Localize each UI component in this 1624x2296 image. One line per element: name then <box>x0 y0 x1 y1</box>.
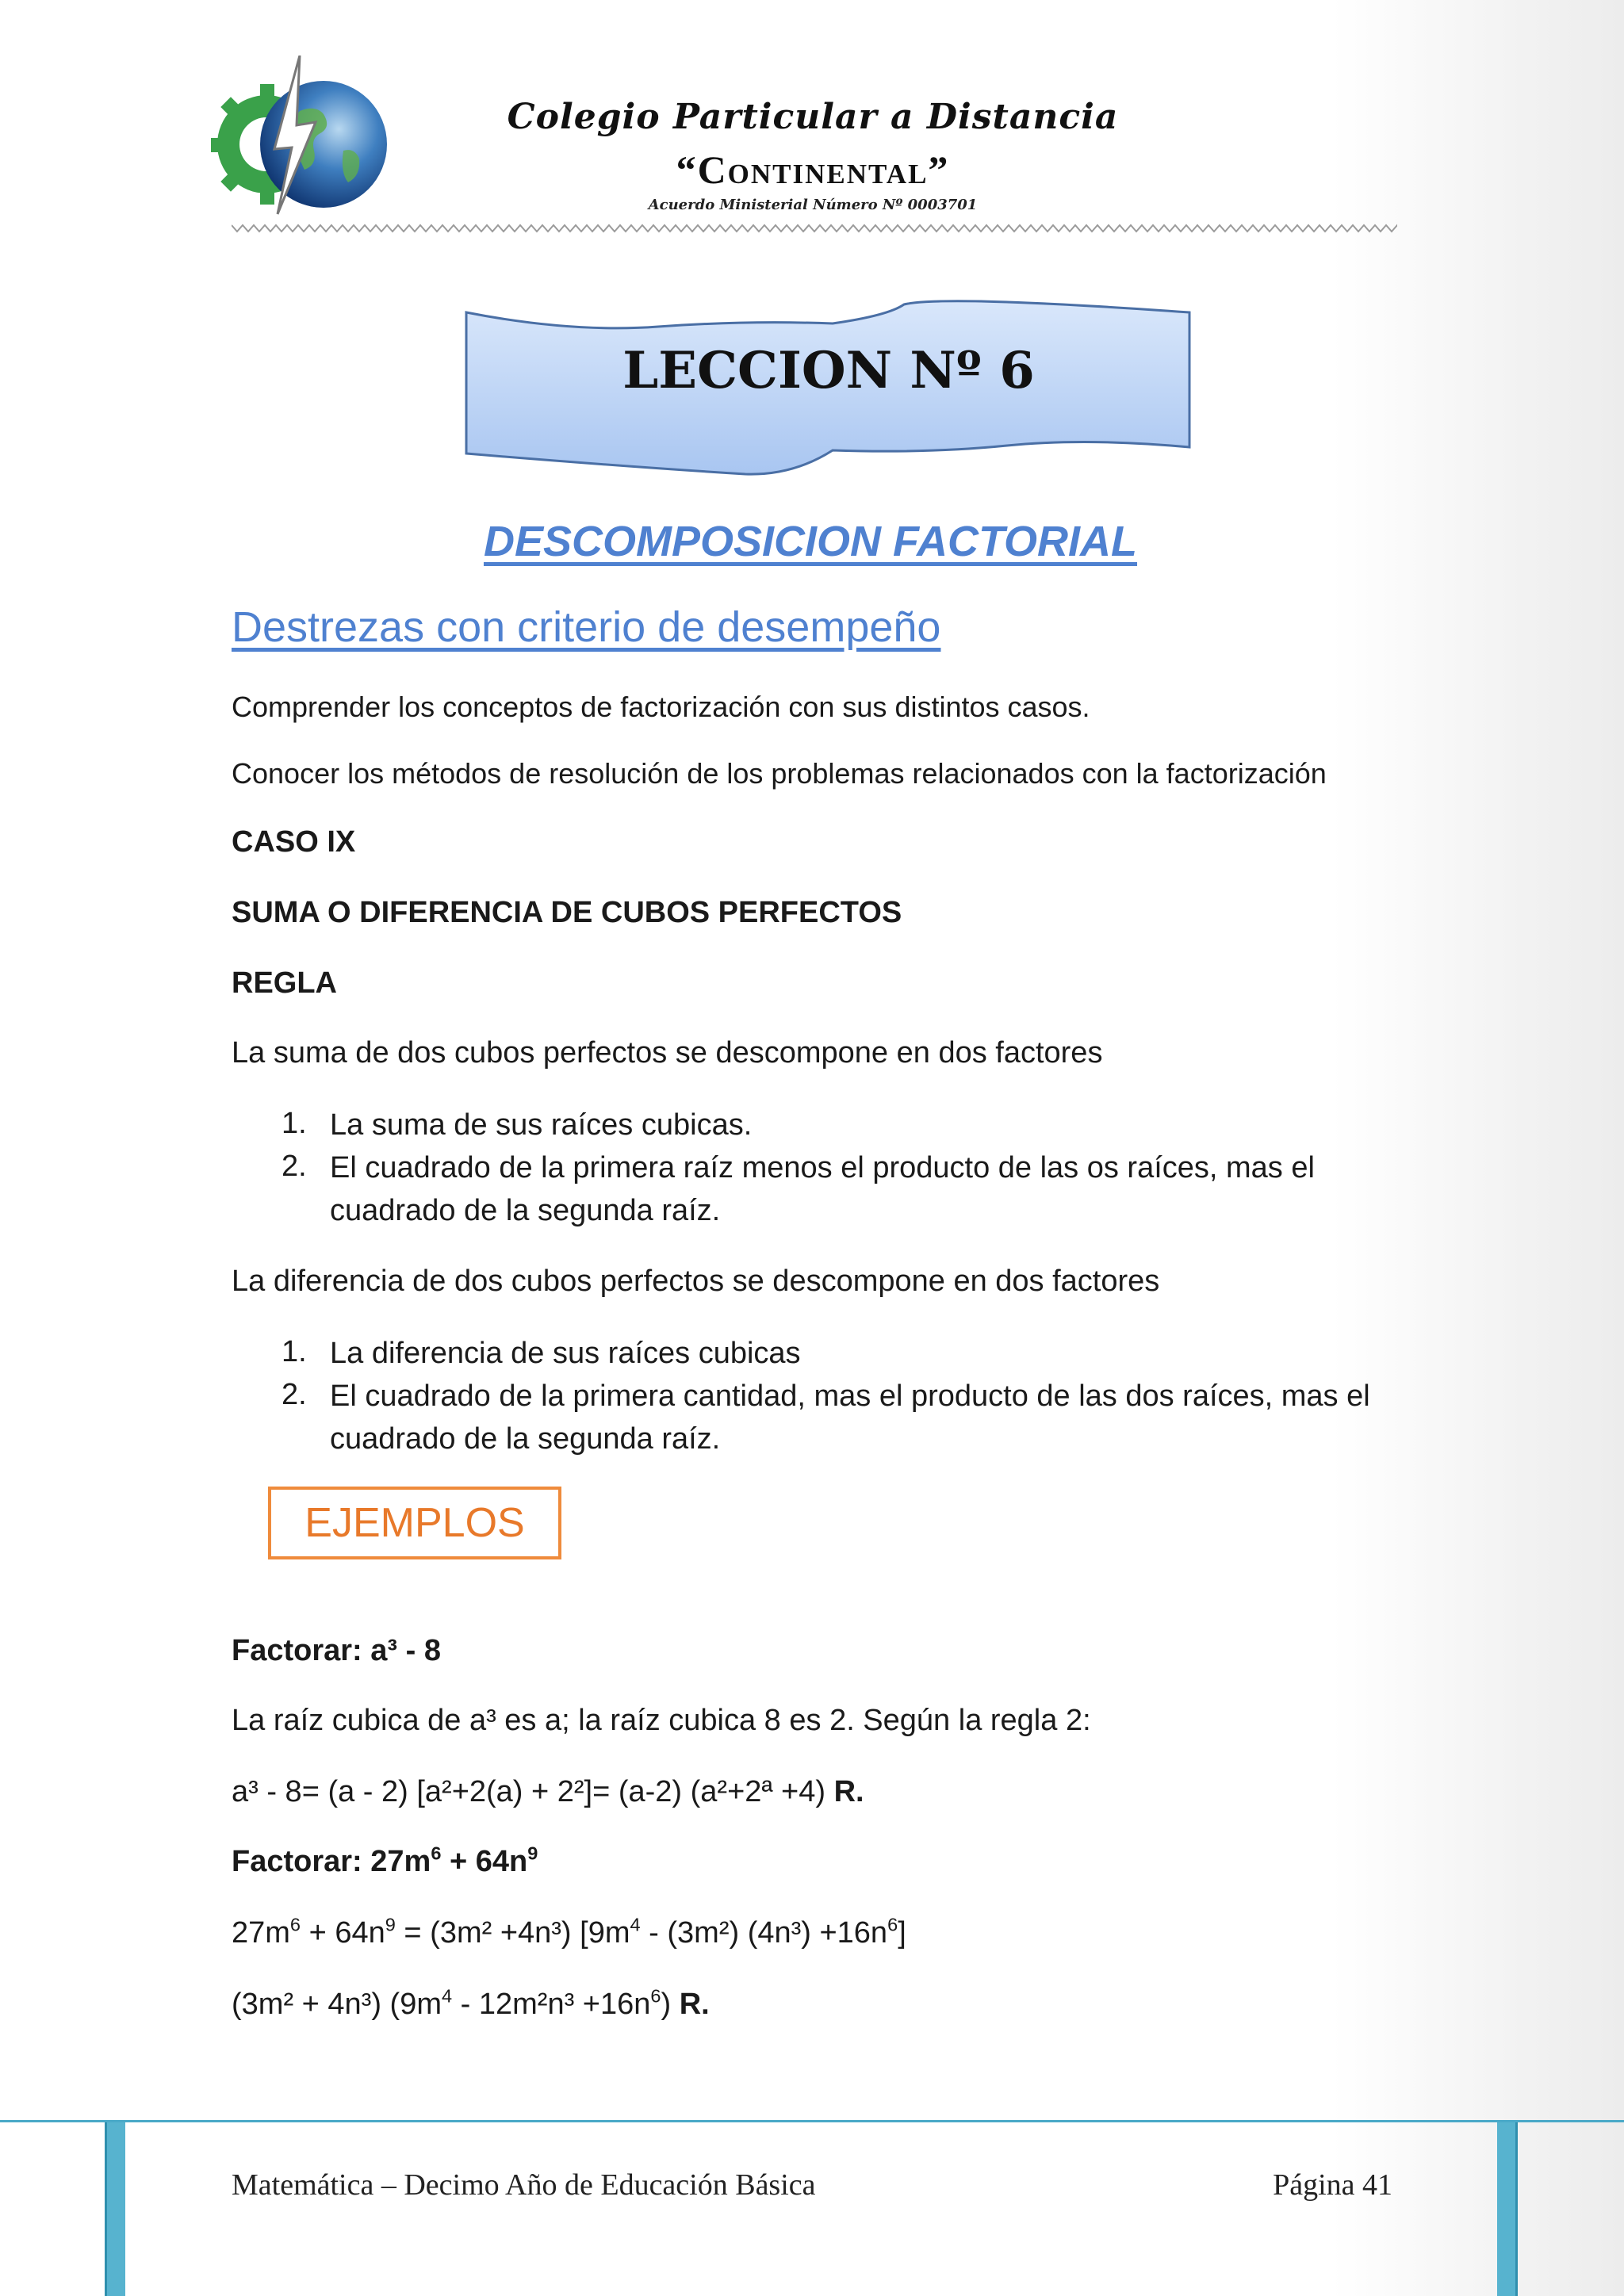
sum-intro: La suma de dos cubos perfectos se descompone en dos factores <box>232 1036 1103 1070</box>
skill-2: Conocer los métodos de resolución de los problemas relacionados con la factorización <box>232 757 1327 790</box>
diff-step-2: El cuadrado de la primera cantidad, mas el producto de las dos raíces, mas el cuadrado de la segunda raíz. <box>330 1380 1370 1456</box>
lesson-title: LECCION Nº 6 <box>622 341 1035 400</box>
school-subtitle: “Continental” <box>676 147 950 192</box>
sum-step-1: La suma de sus raíces cubicas. <box>330 1108 753 1142</box>
ministerial-agreement: Acuerdo Ministerial Número Nº 0003701 <box>648 197 978 213</box>
example-2-title: Factorar: $27m^6 + 64n^9$ <box>232 1843 538 1878</box>
result-mark: R. <box>679 1988 710 2021</box>
example-1-expression: a³ - 8= (a - 2) [a²+2(a) + 2²]= (a-2) (a²+2ª +4) <box>232 1775 826 1808</box>
example-1-solution <box>232 1774 864 1811</box>
list-item-number: 2. <box>282 1150 307 1183</box>
sum-step-2: El cuadrado de la primera raíz menos el producto de las os raíces, mas el cuadrado de la segunda raíz. <box>330 1151 1315 1227</box>
diff-step-1: La diferencia de sus raíces cubicas <box>330 1337 801 1370</box>
example-2-result: (3m² + 4n³) $(9m^4 - 12m^2n^3 +16n^6)$ R. <box>232 1985 710 2021</box>
list-item-number: 1. <box>282 1107 307 1140</box>
footer-rule <box>0 2120 1624 2122</box>
footer-right-bar <box>1497 2122 1518 2296</box>
case-label: CASO IX <box>232 825 356 859</box>
case-name: SUMA O DIFERENCIA DE CUBOS PERFECTOS <box>232 896 902 929</box>
footer-left-bar <box>105 2122 125 2296</box>
example-2-step-1: $27m^6 + 64n^9 = (3m^2 +4n^3)$ [$9m^4 - (3m^2)$ $(4n^3) +16n^6$] <box>232 1914 906 1950</box>
examples-label: EJEMPLOS <box>268 1487 561 1559</box>
topic-title: DESCOMPOSICION FACTORIAL <box>483 518 1138 565</box>
footer-course: Matemática – Decimo Año de Educación Básica <box>232 2168 816 2202</box>
rule-label: REGLA <box>232 966 337 1000</box>
list-item-number: 1. <box>282 1335 307 1368</box>
list-item-number: 2. <box>282 1378 307 1411</box>
example-1-explanation: La raíz cubica de a³ es a; la raíz cubica 8 es 2. Según la regla 2: <box>232 1704 1091 1737</box>
footer-page-number: Página 41 <box>1273 2168 1392 2202</box>
school-logo <box>205 55 395 230</box>
skill-1: Comprender los conceptos de factorización con sus distintos casos. <box>232 691 1090 723</box>
result-mark: R. <box>833 1775 864 1808</box>
school-name: Colegio Particular a Distancia <box>507 97 1119 137</box>
diff-intro: La diferencia de dos cubos perfectos se descompone en dos factores <box>232 1265 1160 1298</box>
skills-heading: Destrezas con criterio de desempeño <box>232 603 941 651</box>
header-divider <box>232 220 1397 236</box>
example-1-title: Factorar: a³ - 8 <box>232 1634 441 1667</box>
